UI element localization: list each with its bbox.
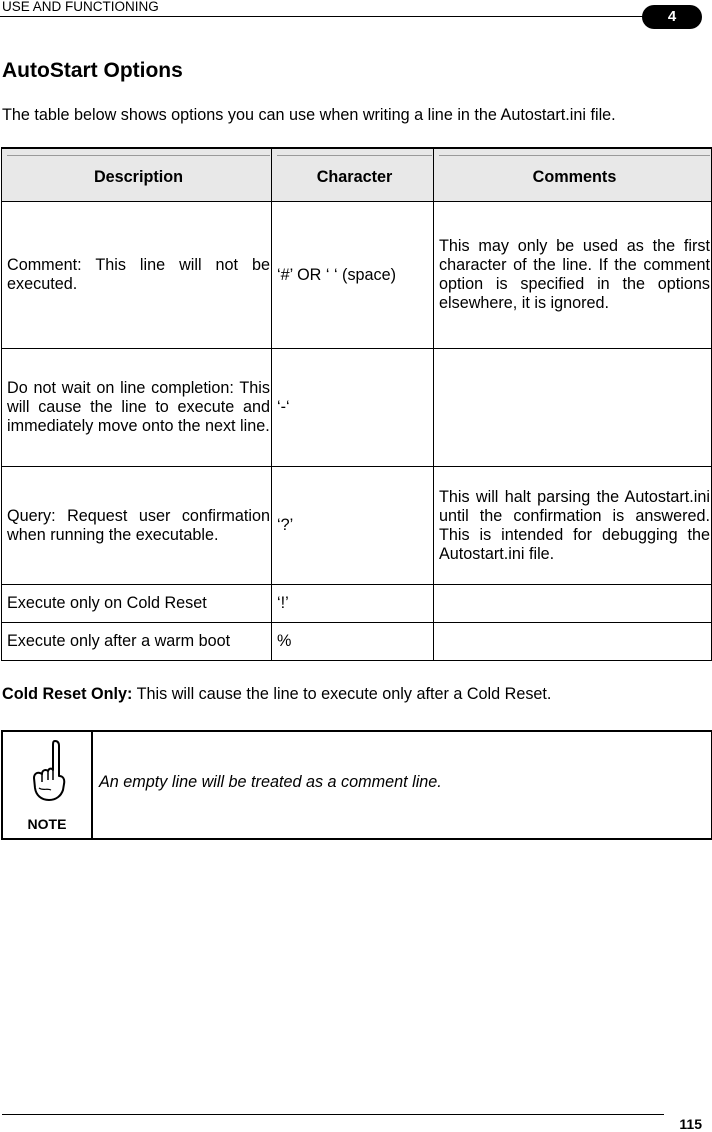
row-character: ‘!’ <box>272 585 434 623</box>
header-rule <box>0 16 650 17</box>
row-description: Query: Request user confirmation when running the executable. <box>2 467 272 585</box>
column-header-comments: Comments <box>434 148 712 202</box>
running-header: USE AND FUNCTIONING <box>2 0 159 14</box>
intro-paragraph: The table below shows options you can use when writing a line in the Autostart.ini file. <box>2 106 616 124</box>
column-header-character: Character <box>272 148 434 202</box>
row-description: Execute only on Cold Reset <box>2 585 272 623</box>
row-comments <box>434 623 712 661</box>
row-character: ‘-‘ <box>272 349 434 467</box>
row-description: Execute only after a warm boot <box>2 623 272 661</box>
pointing-hand-icon <box>31 738 67 804</box>
cold-reset-label: Cold Reset Only: <box>2 685 133 703</box>
note-box <box>1 730 712 840</box>
row-character: ‘#’ OR ‘ ‘ (space) <box>272 202 434 349</box>
cold-reset-paragraph <box>2 685 551 704</box>
row-character: % <box>272 623 434 661</box>
table-row <box>2 623 712 661</box>
row-comments: This may only be used as the first character of the line. If the comment option is specified in the options elsewhere, it is ignored. <box>434 202 712 349</box>
table-header-row <box>2 148 712 202</box>
row-description: Comment: This line will not be executed. <box>2 202 272 349</box>
row-comments <box>434 585 712 623</box>
table-row <box>2 202 712 349</box>
table-row <box>2 585 712 623</box>
row-character: ‘?’ <box>272 467 434 585</box>
table-row <box>2 349 712 467</box>
note-label: NOTE <box>27 816 67 832</box>
note-icon-cell <box>3 732 93 838</box>
footer-rule <box>2 1114 664 1115</box>
row-comments <box>434 349 712 467</box>
autostart-options-table <box>1 147 712 661</box>
table-row <box>2 467 712 585</box>
chapter-badge: 4 <box>642 5 702 29</box>
cold-reset-text: This will cause the line to execute only after a Cold Reset. <box>132 685 552 703</box>
row-description: Do not wait on line completion: This will cause the line to execute and immediately move onto the next line. <box>2 349 272 467</box>
column-header-description: Description <box>2 148 272 202</box>
section-title: AutoStart Options <box>2 59 183 82</box>
row-comments: This will halt parsing the Autostart.ini until the confirmation is answered. This is intended for debugging the Autostart.ini file. <box>434 467 712 585</box>
page-number: 115 <box>679 1116 702 1132</box>
note-text: An empty line will be treated as a comment line. <box>99 773 442 791</box>
